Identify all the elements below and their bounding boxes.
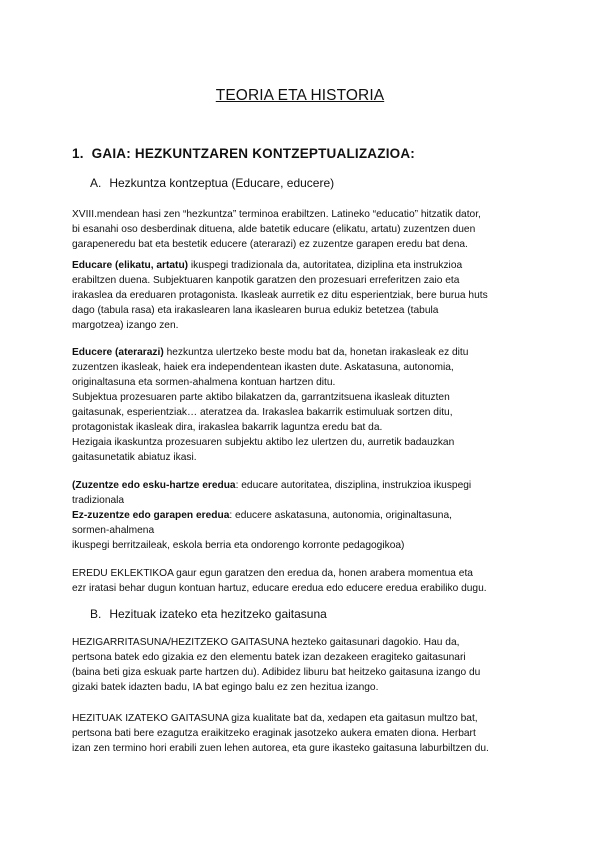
paragraph-line: XVIII.mendean hasi zen “hezkuntza” terminoa erabiltzen. Latineko “educatio” hitzatik dator, <box>72 209 481 220</box>
paragraph-line: irakaslea da ereduaren protagonista. Ikasleak aurretik ez ditu esperientziak, bere burua huts <box>72 290 488 301</box>
paragraph-line: gaitasunetatik abiatuz ikasi. <box>72 452 197 463</box>
paragraph-intro <box>72 207 542 252</box>
paragraph-line: gizaki batek idazten badu, IA bat egingo balu ez zen hezitua izango. <box>72 682 379 693</box>
paragraph-line: dago (tabula rasa) eta irakaslearen lana ikaslearen burua edukiz betetzea (tabula <box>72 305 439 316</box>
term-educere: Educere (aterarazi) <box>72 347 164 358</box>
paragraph-line: Hezigaia ikaskuntza prozesuaren subjektu aktibo lez ulertzen du, aurretik badauzkan <box>72 437 455 448</box>
section-number: 1. <box>72 146 84 161</box>
paragraph-eclectic <box>72 566 542 596</box>
paragraph-line: EREDU EKLEKTIKOA gaur egun garatzen den eredua da, honen arabera momentua eta <box>72 568 473 579</box>
paragraph-line: bi esanahi oso desberdinak dituena, alde batetik educare (elikatu, artatu) zuzentzen duen <box>72 224 476 235</box>
subsection-b-title: Hezituak izateko eta hezitzeko gaitasuna <box>109 607 327 621</box>
subsection-a-title: Hezkuntza kontzeptua (Educare, educere) <box>109 176 335 190</box>
paragraph-line: gaitasunak, esperientziak… ateratzea da. Irakaslea bakarrik estimuluak sortzen ditu, <box>72 407 453 418</box>
paragraph-educere <box>72 345 542 465</box>
paragraph-line: (baina beti giza eskuak parte hartzen du). Adibidez liburu bat heitzeko gaitasuna izango du <box>72 667 481 678</box>
paragraph-line: Subjektua prozesuaren parte aktibo bilakatzen da, garrantzitsuena ikasleak dituzten <box>72 392 450 403</box>
paragraph-text: : educere askatasuna, autonomia, originaltasuna, <box>229 510 452 521</box>
paragraph-line <box>72 345 542 360</box>
term-zuzentze: (Zuzentze edo esku-hartze eredua <box>72 480 236 491</box>
paragraph-hezigarritasuna <box>72 635 542 695</box>
document-title: TEORIA ETA HISTORIA <box>215 87 385 104</box>
paragraph-text: ikuspegi tradizionala da, autoritatea, diziplina eta instrukzioa <box>188 260 463 271</box>
paragraph-educare <box>72 258 542 333</box>
paragraph-models <box>72 478 542 553</box>
paragraph-line <box>72 508 542 523</box>
paragraph-line: HEZIGARRITASUNA/HEZITZEKO GAITASUNA hezteko gaitasunari dagokio. Hau da, <box>72 637 460 648</box>
paragraph-line: ezr iratasi behar dugun kontuan hartuz, educare eredua edo educere eredua erabiliko dugu. <box>72 583 487 594</box>
paragraph-hezituak <box>72 711 542 756</box>
term-educare: Educare (elikatu, artatu) <box>72 260 189 271</box>
paragraph-line: pertsona batek edo gizakia ez den elementu batek izan dezakeen eragiteko gaitasunari <box>72 652 466 663</box>
paragraph-line: ikuspegi berritzaileak, eskola berria eta ondorengo korronte pedagogikoa) <box>72 540 405 551</box>
paragraph-line: sormen-ahalmena <box>72 525 155 536</box>
paragraph-line: originaltasuna eta sormen-ahalmena kontuan hartzen ditu. <box>72 377 336 388</box>
paragraph-text: : educare autoritatea, disziplina, instrukzioa ikuspegi <box>235 480 472 491</box>
subsection-a-letter: A. <box>90 176 102 190</box>
subsection-b-letter: B. <box>90 607 102 621</box>
section-heading <box>72 146 415 161</box>
paragraph-line: izan zen termino hori erabili zuen lehen autorea, eta gure ikasteko gaitasuna laburbiltzen du. <box>72 743 489 754</box>
paragraph-line: zuzentzen ikasleak, haiek era independentean ikasten dute. Askatasuna, autonomia, <box>72 362 454 373</box>
paragraph-line: garapeneredu bat eta bestetik educere (aterarazi) ez zuzentze garapen eredu bat dena. <box>72 239 468 250</box>
paragraph-line <box>72 258 542 273</box>
paragraph-line: HEZITUAK IZATEKO GAITASUNA giza kualitate bat da, xedapen eta gaitasun multzo bat, <box>72 713 478 724</box>
paragraph-line: erabiltzen duena. Subjektuaren kanpotik garatzen den prozesuari erreferitzen zaio eta <box>72 275 460 286</box>
paragraph-line: pertsona bati bere ezagutza eraikitzeko eraginak jasotzeko aukera ematen diona. Herbart <box>72 728 476 739</box>
paragraph-line: margotzea) izango zen. <box>72 320 179 331</box>
paragraph-line: protagonistak ikasleak dira, irakaslea bakarrik laguntza eredu bat da. <box>72 422 383 433</box>
subsection-a-heading <box>90 176 334 190</box>
section-title: GAIA: HEZKUNTZAREN KONTZEPTUALIZAZIOA: <box>91 146 415 161</box>
paragraph-line: tradizionala <box>72 495 125 506</box>
paragraph-line <box>72 478 542 493</box>
paragraph-text: hezkuntza ulertzeko beste modu bat da, honetan irakasleak ez ditu <box>163 347 469 358</box>
term-ez-zuzentze: Ez-zuzentze edo garapen eredua <box>72 510 230 521</box>
subsection-b-heading <box>90 607 327 621</box>
